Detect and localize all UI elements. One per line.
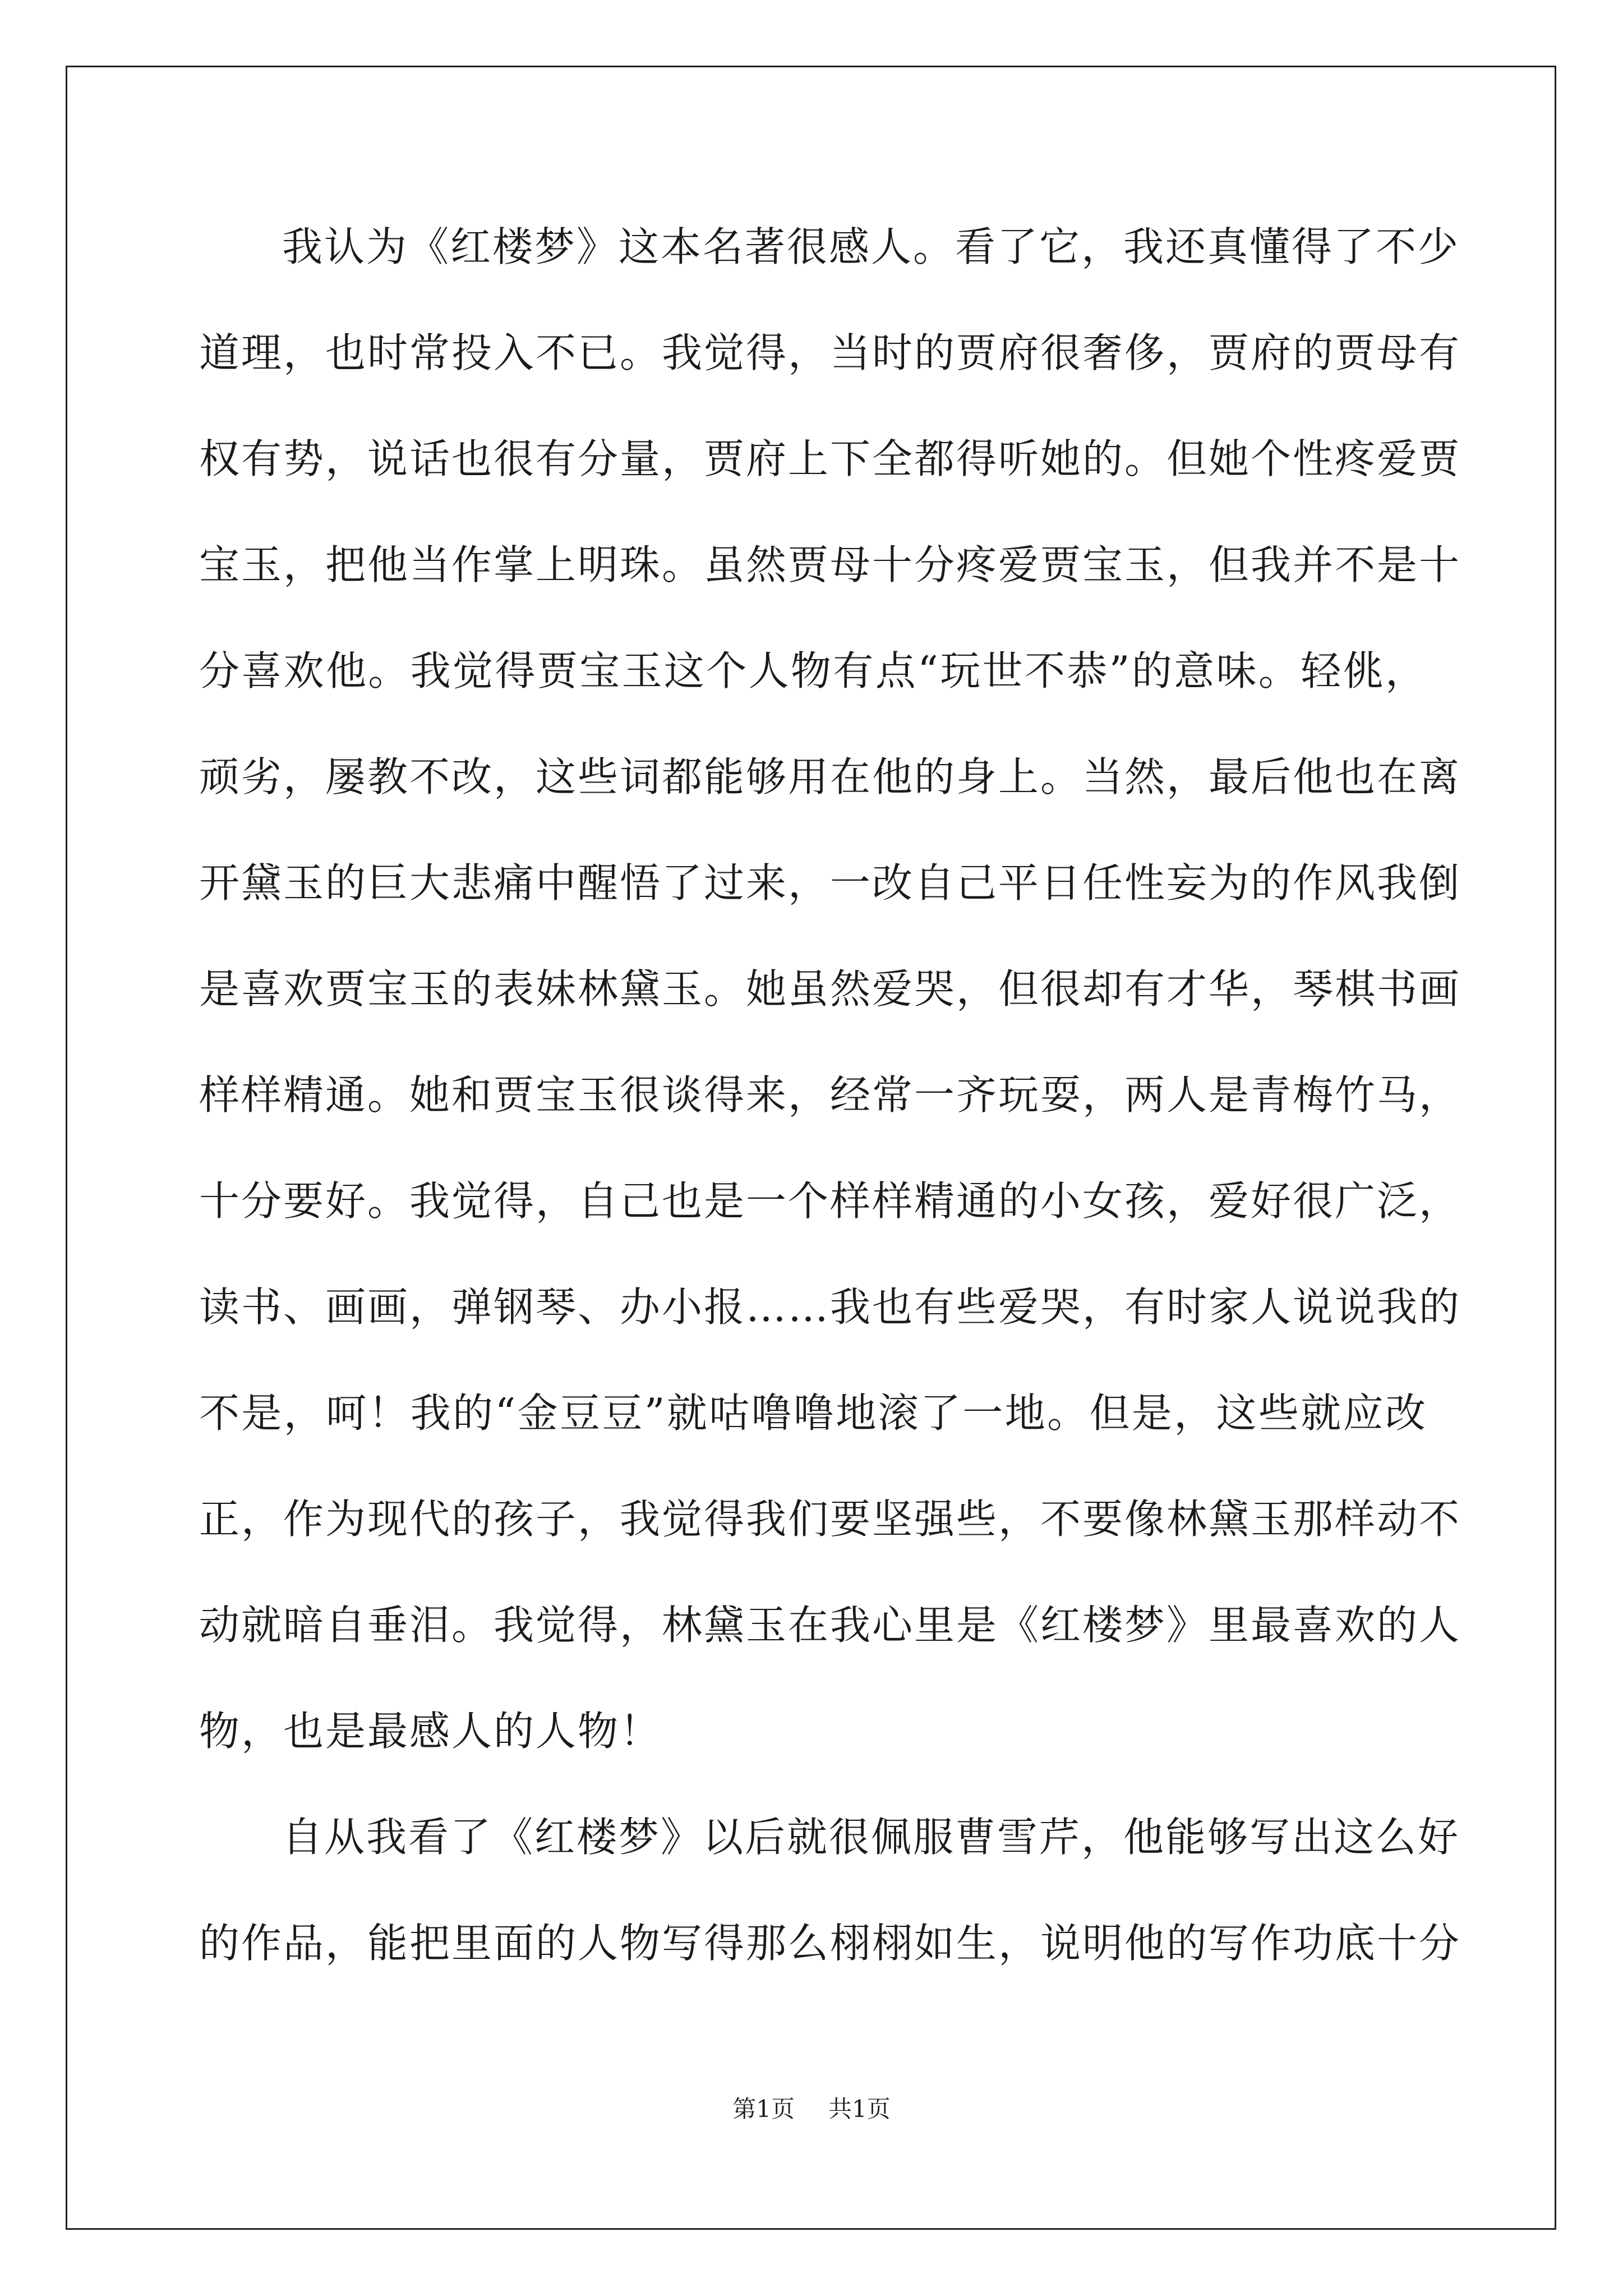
- text-line: 是喜欢贾宝玉的表妹林黛玉。她虽然爱哭，但很却有才华，琴棋书画: [199, 965, 1461, 1013]
- page-number: 第1页: [732, 2095, 795, 2123]
- text-line: 正，作为现代的孩子，我觉得我们要坚强些，不要像林黛玉那样动不: [199, 1496, 1461, 1543]
- text-line: 道理，也时常投入不已。我觉得，当时的贾府很奢侈，贾府的贾母有: [199, 329, 1461, 376]
- text-line: 物，也是最感人的人物！: [199, 1708, 662, 1755]
- text-line: 的作品，能把里面的人物写得那么栩栩如生，说明他的写作功底十分: [199, 1920, 1461, 1967]
- page-footer: [0, 2092, 1623, 2126]
- text-line: 宝玉，把他当作掌上明珠。虽然贾母十分疼爱贾宝玉，但我并不是十: [199, 541, 1461, 588]
- text-line: 分喜欢他。我觉得贾宝玉这个人物有点“玩世不恭”的意味。轻佻，: [199, 647, 1427, 694]
- text-line: 不是，呵！我的“金豆豆”就咕噜噜地滚了一地。但是，这些就应改: [199, 1389, 1427, 1437]
- document-body: [199, 210, 1461, 2013]
- text-line: 顽劣，屡教不改，这些词都能够用在他的身上。当然，最后他也在离: [199, 753, 1461, 800]
- text-line: 我认为《红楼梦》这本名著很感人。看了它，我还真懂得了不少: [282, 223, 1460, 270]
- page-total: 共1页: [828, 2095, 891, 2123]
- text-line: 样样精通。她和贾宝玉很谈得来，经常一齐玩耍，两人是青梅竹马，: [199, 1071, 1461, 1119]
- paragraph-1: [199, 210, 1461, 1801]
- text-line: 权有势，说话也很有分量，贾府上下全都得听她的。但她个性疼爱贾: [199, 435, 1461, 482]
- text-line: 读书、画画，弹钢琴、办小报……我也有些爱哭，有时家人说说我的: [199, 1283, 1461, 1331]
- text-line: 动就暗自垂泪。我觉得，林黛玉在我心里是《红楼梦》里最喜欢的人: [199, 1602, 1461, 1649]
- text-line: 自从我看了《红楼梦》以后就很佩服曹雪芹，他能够写出这么好: [282, 1814, 1460, 1861]
- text-line: 开黛玉的巨大悲痛中醒悟了过来，一改自己平日任性妄为的作风我倒: [199, 859, 1461, 907]
- text-line: 十分要好。我觉得，自己也是一个样样精通的小女孩，爱好很广泛，: [199, 1177, 1461, 1225]
- paragraph-2: [199, 1801, 1461, 2013]
